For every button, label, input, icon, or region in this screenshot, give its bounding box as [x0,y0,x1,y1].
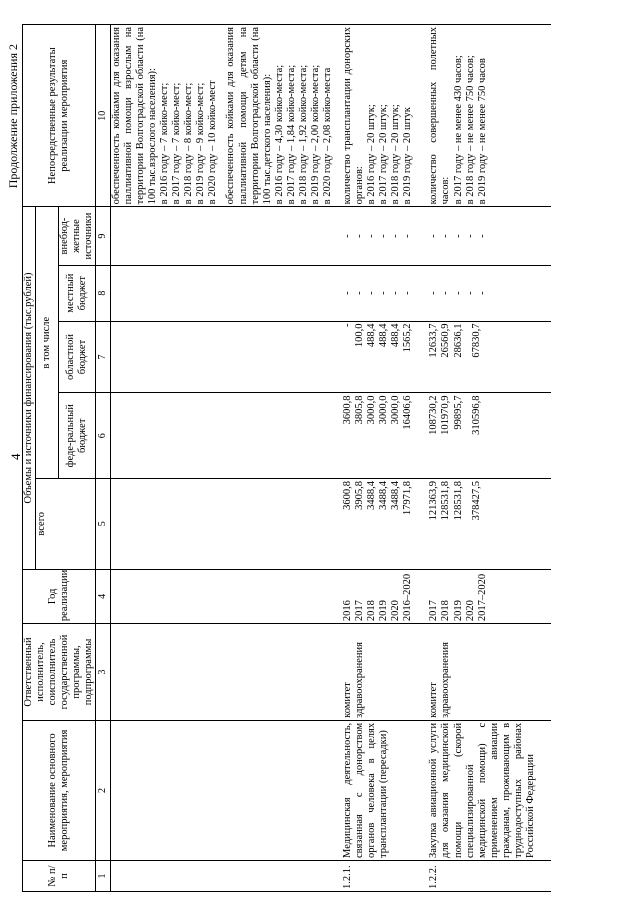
cell-line: 121363,9 [428,481,440,521]
cell-line: - [452,291,464,295]
cell-line: 310596,8 [470,395,482,435]
spacer-cell [334,25,342,207]
row-results [428,25,537,207]
cell-line: в 2016 году – 7 койко-мест; [159,82,171,205]
cell-line: 3488,4 [378,481,390,510]
row-years [428,569,537,624]
cell-line: 99895,7 [452,395,464,430]
spacer-cell [414,720,428,860]
cell-line: в 2020 году – 10 койко-мест [207,80,219,205]
cell-line: в 2019 году – 20 штук [402,107,414,205]
cell-line: - [428,234,440,238]
cell-line: - [402,234,414,238]
cell-line: в 2018 году – 1,92 койко-места; [297,64,309,205]
cell-line: в 2017 году – 20 штук; [378,104,390,205]
row-name [110,720,334,860]
cell-line: в 2016 году – 20 штук; [366,104,378,205]
cell-line: - [440,234,452,238]
row-reg [428,321,537,393]
cell-line: - [342,234,353,238]
cell-line: - [452,234,464,238]
cell-line: обеспеченность койками для оказания паллиативной помощи детям на территории Волгоградской области (на 100 тыс.детского населения): [225,27,273,205]
spacer-cell [414,393,428,479]
cell-line: 488,4 [366,323,378,348]
cell-line: 2017 [428,600,440,622]
row-executor: комитет здравоохранения [428,624,537,721]
cell-line: 1565,2 [402,323,414,353]
cell-line: 3600,8 [342,481,353,510]
cell-line: - [428,291,440,295]
spacer-cell [537,393,551,479]
cell-line: - [402,291,414,295]
cell-line: 488,4 [390,323,402,348]
column-number: 7 [96,321,111,393]
spacer-cell [334,479,342,570]
table-body [110,25,551,892]
row-ext [342,207,414,265]
row-ext [110,207,334,265]
cell-line: 128531,8 [452,481,464,521]
cell-line: - [476,291,488,295]
cell-line: - [378,234,390,238]
row-number: 1.2.1. [342,861,414,892]
cell-line: 26560,9 [440,323,452,358]
row-total [342,479,414,570]
header-loc: местный бюджет [59,265,96,321]
cell-line: - [354,291,366,295]
cell-line: 2019 [378,600,390,622]
row-loc [110,265,334,321]
cell-line: 3488,4 [390,481,402,510]
row-fed [428,393,537,479]
row-years [110,569,334,624]
header-in-that: в том числе [36,207,59,479]
page-number: 4 [8,453,23,460]
row-name: Медицинская деятельность, связанная с донорством органов человека в целях трансплантации (пересадки) [342,720,414,860]
row-years [342,569,414,624]
spacer-cell [537,321,551,393]
column-number: 10 [96,25,111,207]
cell-line: в 2016 году – 4,30 койко-места; [273,64,285,205]
cell-line: 16406,6 [402,395,414,430]
column-number: 3 [96,624,111,721]
spacer-cell [537,861,551,892]
column-number: 2 [96,720,111,860]
spacer-cell [414,25,428,207]
row-name: Закупка авиационной услуги для оказания медицинской помощи (скорой специализированной медицинской помощи) с применением авиации гражданам, проживающим в труднодоступных районах Российской Федерации [428,720,537,860]
cell-line: в 2018 году – не менее 750 часов; [464,55,476,205]
spacer-cell [537,624,551,721]
row-reg [110,321,334,393]
row-loc [342,265,414,321]
cell-line: 128531,8 [440,481,452,521]
spacer-cell [414,861,428,892]
cell-line: 3905,8 [354,481,366,510]
cell-line: количество трансплантации донорских органов: [342,27,366,205]
cell-line: 378427,5 [470,481,482,521]
cell-line: 2017 [354,600,366,622]
spacer-cell [537,207,551,265]
spacer-cell [414,479,428,570]
row-spacer [414,25,428,892]
cell-line: 3000,0 [378,395,390,425]
cell-line: 17971,8 [402,481,414,516]
cell-line: в 2018 году – 8 койко-мест; [183,82,195,205]
cell-line: в 2017 году – 1,84 койко-места; [285,64,297,205]
row-total [428,479,537,570]
cell-line: 100,0 [354,323,366,348]
cell-line: - [366,291,378,295]
cell-line: - [366,234,378,238]
row-number: 1.2.2. [428,861,537,892]
column-number: 9 [96,207,111,265]
header-funding: Объемы и источники финансирования (тыс.рублей) [23,207,36,569]
row-number [110,861,334,892]
cell-line: - [440,291,452,295]
funding-table [22,24,551,892]
row-spacer [334,25,342,892]
continuation-label: Продолжение приложения 2 [6,44,20,189]
cell-line: в 2017 году – не менее 430 часов; [452,55,464,205]
cell-line: 2018 [366,600,378,622]
row-ext [428,207,537,265]
cell-line: в 2017 году – 7 койко-мест; [171,82,183,205]
column-number: 6 [96,393,111,479]
cell-line: 3000,0 [390,395,402,425]
cell-line: обеспеченность койками для оказания паллиативной помощи взрослым на территории Волгоградской области (на 100 тыс.взрослого населения): [110,27,159,205]
column-numbers-row [96,25,111,892]
row-results [342,25,414,207]
spacer-cell [334,720,342,860]
row-executor [110,624,334,721]
column-number: 1 [96,861,111,892]
cell-line: 28636,1 [452,323,464,358]
header-fed: феде-ральный бюджет [59,393,96,479]
cell-line: 108730,2 [428,395,440,435]
cell-line: 3600,8 [342,395,353,425]
cell-line: количество совершенных полетных часов: [428,27,452,205]
column-number: 8 [96,265,111,321]
spacer-cell [537,569,551,624]
cell-line: - [390,291,402,295]
cell-line: 488,4 [378,323,390,348]
header-reg: областной бюджет [59,321,96,393]
spacer-cell [334,265,342,321]
spacer-cell [414,569,428,624]
cell-line: 2020 [390,600,402,622]
cell-line: в 2020 году – 2,08 койко-места [321,67,333,205]
row-fed [342,393,414,479]
header-executor: Ответственный исполнитель, соисполнитель государственной программы, подпрограммы [23,624,96,721]
spacer-cell [537,479,551,570]
column-number: 5 [96,479,111,570]
row-total [110,479,334,570]
cell-line: - [354,234,366,238]
header-results: Непосредственные результаты реализации мероприятия [23,25,96,207]
cell-line: 3488,4 [366,481,378,510]
cell-line: - [378,291,390,295]
header-ext: внебюд-жетные источники [59,207,96,265]
table-row [428,25,537,892]
cell-line: в 2019 году – 2,00 койко-места; [309,64,321,205]
row-spacer [537,25,551,892]
spacer-cell [537,265,551,321]
cell-line: - [476,234,488,238]
spacer-cell [334,569,342,624]
spacer-cell [334,207,342,265]
header-no: № п/п [23,861,96,892]
table-row [342,25,414,892]
header-name: Наименование основного мероприятия, мероприятия [23,720,96,860]
column-number: 4 [96,569,111,624]
cell-line: в 2019 году – не менее 750 часов [476,58,488,205]
header-total: всего [36,479,96,570]
spacer-cell [334,861,342,892]
spacer-cell [414,624,428,721]
cell-line: 2017–2020 [476,573,488,622]
spacer-cell [414,207,428,265]
spacer-cell [334,393,342,479]
table-row [110,25,334,892]
row-fed [110,393,334,479]
row-executor: комитет здравоохранения [342,624,414,721]
cell-line: - [390,234,402,238]
cell-line: 67830,7 [470,323,482,358]
cell-line: - [342,323,353,328]
cell-line: 2020 [464,600,476,622]
cell-line: 2016–2020 [402,573,414,622]
cell-line: - [342,291,353,295]
row-loc [428,265,537,321]
cell-line: в 2018 году – 20 штук; [390,104,402,205]
spacer-cell [537,720,551,860]
cell-line: 12633,7 [428,323,440,358]
cell-line: 3805,8 [354,395,366,425]
cell-line: 2019 [452,600,464,622]
cell-line: 3000,0 [366,395,378,425]
cell-line: - [464,291,476,295]
spacer-cell [414,321,428,393]
spacer-cell [537,25,551,207]
header-year: Год реализации [23,569,96,624]
spacer-cell [334,321,342,393]
cell-line: 2018 [440,600,452,622]
row-results [110,25,334,207]
cell-line: 2016 [342,600,353,622]
spacer-cell [334,624,342,721]
spacer-cell [414,265,428,321]
cell-line: - [464,234,476,238]
cell-line: в 2019 году – 9 койко-мест; [195,82,207,205]
cell-line: 101970,9 [440,395,452,435]
row-reg [342,321,414,393]
